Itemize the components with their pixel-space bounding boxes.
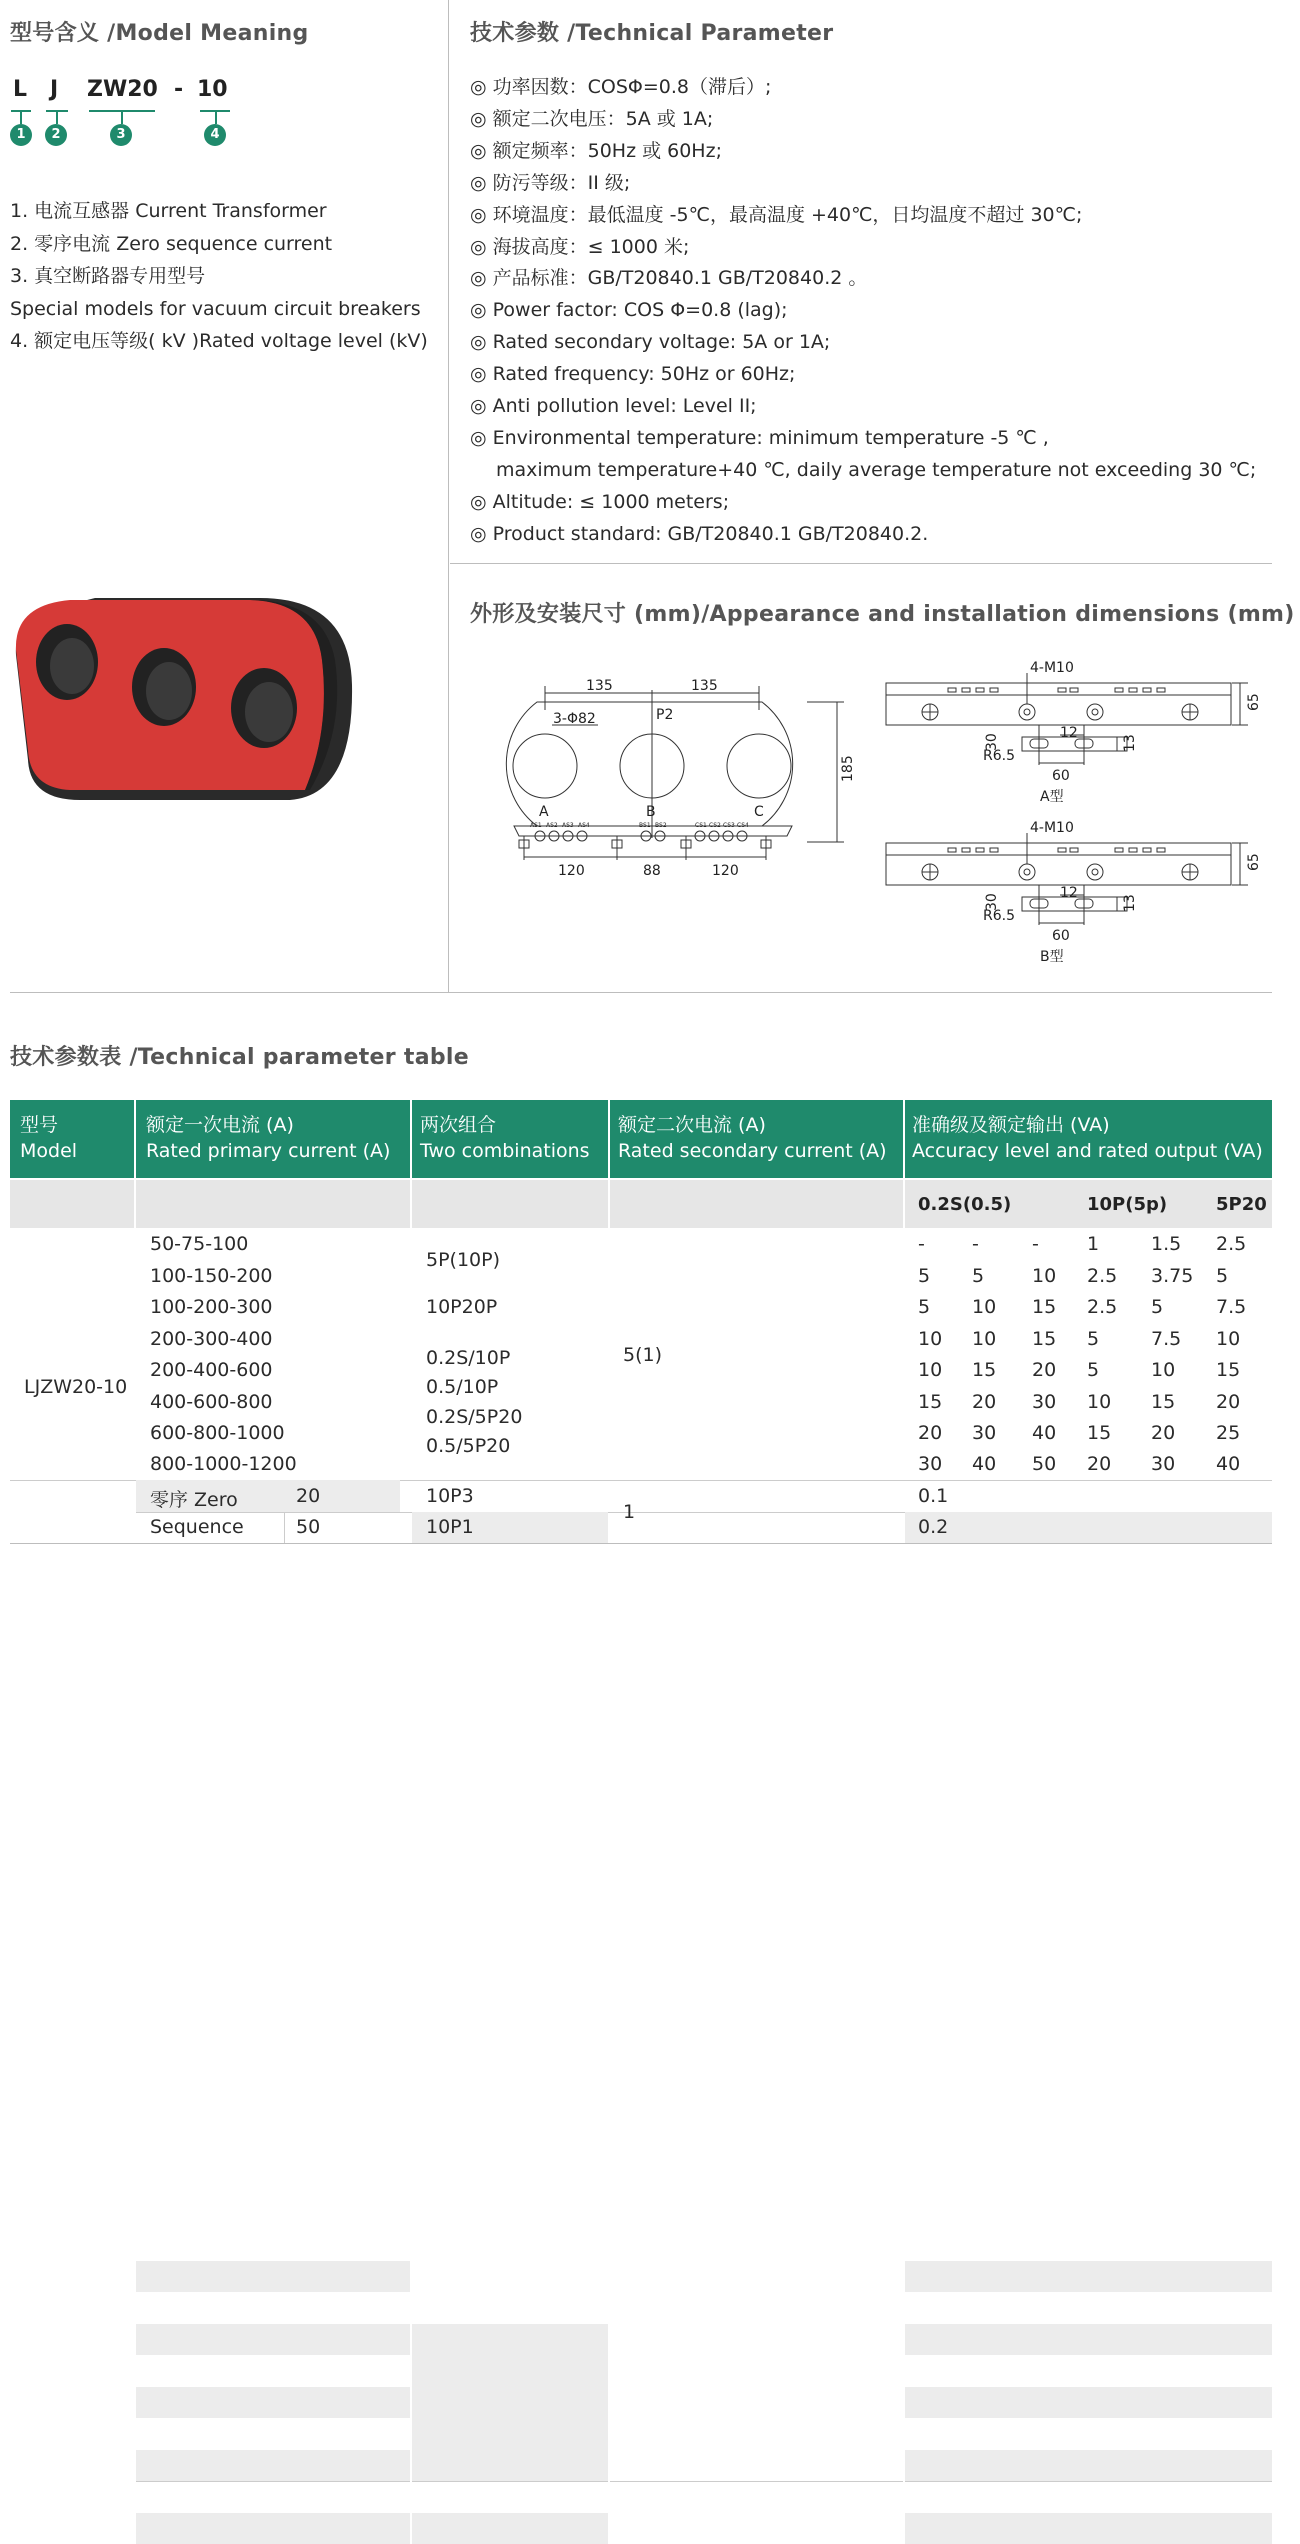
table-title: 技术参数表 /Technical parameter table — [10, 1045, 469, 1070]
terminal-label: AS2 — [546, 822, 558, 829]
accuracy-cell: 15 — [1151, 1391, 1176, 1413]
dimensions-title: 外形及安装尺寸 (mm)/Appearance and installation dimensions (mm) — [470, 602, 1295, 627]
header-primary: 额定一次电流 (A) Rated primary current (A) — [136, 1100, 410, 1178]
model-meaning-title: 型号含义 /Model Meaning — [10, 21, 309, 46]
list-item: Special models for vacuum circuit breakers — [10, 297, 421, 320]
param-item: ◎ Product standard: GB/T20840.1 GB/T20840.2. — [470, 522, 929, 545]
side-view-type-a — [880, 655, 1270, 805]
dim-120-right: 120 — [712, 863, 739, 879]
accuracy-cell: - — [1032, 1233, 1039, 1255]
accuracy-cell: 5 — [1151, 1296, 1164, 1318]
accuracy-cell: 40 — [1216, 1453, 1241, 1475]
param-item: ◎ 额定频率：50Hz 或 60Hz; — [470, 139, 722, 162]
accuracy-cell: 5 — [1087, 1328, 1100, 1350]
accuracy-cell: 30 — [1151, 1453, 1176, 1475]
zero-seq-current: 20 — [296, 1485, 321, 1507]
section-divider — [10, 992, 1272, 993]
accuracy-cell: 40 — [1032, 1422, 1057, 1444]
accuracy-cell: 15 — [1216, 1359, 1241, 1381]
terminal-label: CS2 — [709, 822, 721, 829]
dim-65: 65 — [1246, 693, 1262, 711]
subheader-5p20: 5P20 — [1216, 1194, 1267, 1215]
terminal-label: CS1 — [695, 822, 707, 829]
param-item: ◎ 防污等级：II 级; — [470, 171, 631, 194]
dim-4-m10: 4-M10 — [1030, 820, 1074, 836]
side-view-type-b — [880, 815, 1270, 965]
column-divider — [448, 0, 449, 992]
header-secondary: 额定二次电流 (A) Rated secondary current (A) — [610, 1100, 903, 1178]
accuracy-cell: 10 — [1032, 1265, 1057, 1287]
zero-seq-combo: 10P3 — [426, 1485, 474, 1507]
accuracy-cell: 1.5 — [1151, 1233, 1182, 1255]
dim-r6-5: R6.5 — [983, 908, 1015, 924]
combo-cell: 10P20P — [426, 1296, 498, 1318]
accuracy-cell: 15 — [1032, 1328, 1057, 1350]
code-zw20: ZW20 — [87, 77, 158, 102]
dim-4-m10: 4-M10 — [1030, 660, 1074, 676]
model-cell: LJZW20-10 — [24, 1376, 128, 1398]
dim-13: 13 — [1122, 734, 1138, 752]
param-item: ◎ 功率因数：COSΦ=0.8（滞后）; — [470, 76, 772, 98]
accuracy-cell: 30 — [918, 1453, 943, 1475]
terminal-label: CS4 — [737, 822, 749, 829]
label-type-b: B型 — [1040, 949, 1064, 965]
accuracy-cell: - — [918, 1233, 925, 1255]
accuracy-cell: 15 — [1032, 1296, 1057, 1318]
accuracy-cell: 5 — [1087, 1359, 1100, 1381]
primary-cell: 100-150-200 — [150, 1265, 273, 1287]
dim-30: 30 — [984, 733, 1000, 751]
accuracy-cell: 30 — [1032, 1391, 1057, 1413]
subheader-10p: 10P(5p) — [1087, 1194, 1168, 1215]
dim-12: 12 — [1060, 725, 1078, 741]
accuracy-cell: 10 — [918, 1359, 943, 1381]
terminal-label: AS1 — [530, 822, 542, 829]
section-divider — [450, 563, 1272, 564]
label-hole: 3-Φ82 — [553, 711, 596, 727]
dim-13: 13 — [1122, 894, 1138, 912]
param-item: ◎ Altitude: ≤ 1000 meters; — [470, 490, 730, 513]
subheader-0-2s: 0.2S(0.5) — [918, 1194, 1012, 1215]
dim-185: 185 — [840, 755, 856, 782]
terminal-label: BS1 — [639, 822, 651, 829]
zero-seq-output: 0.2 — [918, 1516, 949, 1538]
accuracy-cell: 40 — [972, 1453, 997, 1475]
accuracy-cell: 10 — [1151, 1359, 1176, 1381]
accuracy-cell: 2.5 — [1087, 1296, 1118, 1318]
terminal-label: AS3 — [562, 822, 574, 829]
accuracy-cell: 10 — [1216, 1328, 1241, 1350]
dim-60: 60 — [1052, 768, 1070, 784]
list-item: 1. 电流互感器 Current Transformer — [10, 200, 327, 222]
accuracy-cell: 10 — [972, 1296, 997, 1318]
code-j: J — [50, 77, 59, 102]
code-l: L — [13, 77, 28, 102]
accuracy-cell: 5 — [918, 1296, 931, 1318]
number-badge-1: 1 — [10, 124, 32, 146]
secondary-cell: 5(1) — [623, 1344, 663, 1366]
param-item: ◎ 海拔高度：≤ 1000 米; — [470, 235, 690, 258]
tech-param-list — [470, 72, 1256, 551]
dim-r6-5: R6.5 — [983, 748, 1015, 764]
accuracy-cell: 10 — [972, 1328, 997, 1350]
primary-cell: 200-300-400 — [150, 1328, 273, 1350]
dim-60: 60 — [1052, 928, 1070, 944]
front-view-drawing — [462, 650, 862, 890]
accuracy-cell: 5 — [918, 1265, 931, 1287]
product-image — [10, 590, 360, 810]
param-item: ◎ 环境温度：最低温度 -5℃，最高温度 +40℃，日均温度不超过 30℃; — [470, 203, 1083, 226]
accuracy-cell: 20 — [1151, 1422, 1176, 1444]
zero-seq-label: Sequence — [150, 1516, 244, 1538]
accuracy-cell: 20 — [1032, 1359, 1057, 1381]
accuracy-cell: 5 — [972, 1265, 985, 1287]
accuracy-cell: 25 — [1216, 1422, 1241, 1444]
zero-seq-output: 0.1 — [918, 1485, 949, 1507]
accuracy-cell: 5 — [1216, 1265, 1229, 1287]
primary-cell: 800-1000-1200 — [150, 1453, 297, 1475]
terminal-label: BS2 — [655, 822, 667, 829]
accuracy-cell: 10 — [1087, 1391, 1112, 1413]
model-meaning-list — [10, 195, 428, 358]
accuracy-cell: 30 — [972, 1422, 997, 1444]
primary-cell: 200-400-600 — [150, 1359, 273, 1381]
primary-cell: 100-200-300 — [150, 1296, 273, 1318]
zero-seq-combo: 10P1 — [426, 1516, 474, 1538]
accuracy-cell: 15 — [1087, 1422, 1112, 1444]
accuracy-cell: 20 — [972, 1391, 997, 1413]
accuracy-cell: 50 — [1032, 1453, 1057, 1475]
list-item: 2. 零序电流 Zero sequence current — [10, 232, 333, 255]
primary-cell: 600-800-1000 — [150, 1422, 285, 1444]
combo-cell: 0.5/10P — [426, 1376, 499, 1398]
number-badge-3: 3 — [110, 124, 132, 146]
accuracy-cell: 15 — [918, 1391, 943, 1413]
list-item: 3. 真空断路器专用型号 — [10, 265, 206, 287]
label-p2: P2 — [656, 707, 674, 723]
code-dash: - — [174, 77, 184, 102]
param-item: ◎ Power factor: COS Φ=0.8 (lag); — [470, 299, 788, 322]
label-c: C — [754, 804, 764, 820]
dim-135-left: 135 — [586, 678, 613, 694]
param-item: ◎ Rated frequency: 50Hz or 60Hz; — [470, 363, 796, 386]
param-item: ◎ Anti pollution level: Level II; — [470, 395, 757, 418]
dim-12: 12 — [1060, 885, 1078, 901]
zero-seq-label: 零序 Zero — [150, 1489, 238, 1511]
dim-88: 88 — [643, 863, 661, 879]
dim-135-right: 135 — [691, 678, 718, 694]
dim-65: 65 — [1246, 853, 1262, 871]
combo-cell: 0.2S/5P20 — [426, 1406, 523, 1428]
combo-cell: 0.2S/10P — [426, 1347, 511, 1369]
primary-cell: 50-75-100 — [150, 1233, 249, 1255]
header-accuracy: 准确级及额定输出 (VA) Accuracy level and rated output (VA) — [905, 1100, 1272, 1178]
header-combinations: 两次组合 Two combinations — [412, 1100, 608, 1178]
dim-30: 30 — [984, 893, 1000, 911]
label-a: A — [539, 804, 549, 820]
terminal-label: AS4 — [578, 822, 590, 829]
number-badge-4: 4 — [204, 124, 226, 146]
header-model: 型号 Model — [10, 1100, 134, 1178]
param-item: ◎ 额定二次电压：5A 或 1A; — [470, 107, 714, 130]
param-item: ◎ Rated secondary voltage: 5A or 1A; — [470, 331, 831, 354]
dim-120-left: 120 — [558, 863, 585, 879]
accuracy-cell: 7.5 — [1216, 1296, 1247, 1318]
combo-cell: 0.5/5P20 — [426, 1435, 511, 1457]
accuracy-cell: 20 — [1216, 1391, 1241, 1413]
tech-param-title: 技术参数 /Technical Parameter — [470, 21, 834, 46]
label-type-a: A型 — [1040, 789, 1064, 805]
accuracy-cell: 20 — [1087, 1453, 1112, 1475]
label-b: B — [646, 804, 656, 820]
code-10: 10 — [197, 77, 228, 102]
terminal-label: CS3 — [723, 822, 735, 829]
primary-cell: 400-600-800 — [150, 1391, 273, 1413]
zero-seq-current: 50 — [296, 1516, 321, 1538]
accuracy-cell: 7.5 — [1151, 1328, 1182, 1350]
param-item: maximum temperature+40 ℃, daily average temperature not exceeding 30 ℃; — [496, 458, 1257, 481]
accuracy-cell: 2.5 — [1087, 1265, 1118, 1287]
accuracy-cell: 20 — [918, 1422, 943, 1444]
list-item: 4. 额定电压等级( kV )Rated voltage level (kV) — [10, 330, 428, 352]
accuracy-cell: 2.5 — [1216, 1233, 1247, 1255]
param-item: ◎ 产品标准：GB/T20840.1 GB/T20840.2 。 — [470, 267, 868, 290]
number-badge-2: 2 — [45, 124, 67, 146]
param-item: ◎ Environmental temperature: minimum temperature -5 ℃ , — [470, 426, 1049, 449]
combo-cell: 5P(10P) — [426, 1249, 501, 1271]
accuracy-cell: - — [972, 1233, 979, 1255]
zero-seq-secondary: 1 — [623, 1501, 636, 1523]
accuracy-cell: 15 — [972, 1359, 997, 1381]
accuracy-cell: 10 — [918, 1328, 943, 1350]
accuracy-cell: 3.75 — [1151, 1265, 1194, 1287]
accuracy-cell: 1 — [1087, 1233, 1100, 1255]
